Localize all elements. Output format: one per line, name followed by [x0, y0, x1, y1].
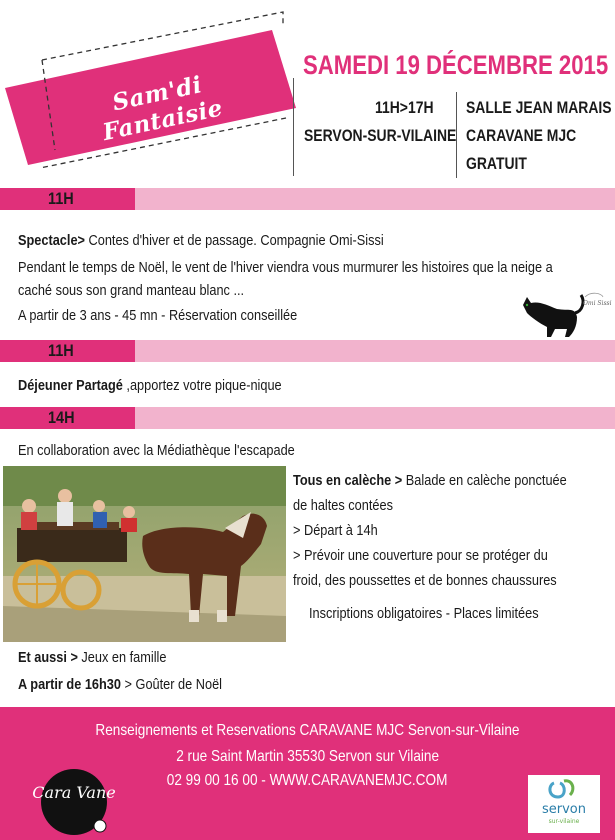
section-bar: [0, 407, 615, 429]
footer-info-text: Renseignements et Reservations CARAVANE MJC Servon-sur-Vilaine: [95, 722, 520, 739]
time-label: 14H: [48, 408, 75, 427]
event-venue: SALLE JEAN MARAIS: [466, 98, 612, 117]
advice-line-2: froid, des poussettes et de bonnes chaussures: [293, 572, 557, 589]
spectacle-desc-2: caché sous son grand manteau blanc ...: [18, 282, 245, 299]
event-organizer: CARAVANE MJC: [466, 126, 577, 145]
caleche-label: Tous en calèche >: [293, 472, 403, 489]
footer-info: [0, 722, 615, 740]
also-text: Jeux en famille: [77, 649, 167, 666]
departure-line: > Départ à 14h: [293, 522, 378, 539]
caleche-line: [293, 470, 567, 492]
event-city: SERVON-SUR-VILAINE: [304, 126, 457, 145]
collab-line: En collaboration avec la Médiathèque l'escapade: [18, 442, 295, 459]
snack-label: A partir de 16h30: [18, 676, 121, 693]
footer-contact-text: 02 99 00 16 00 - WWW.CARAVANEMJC.COM: [167, 772, 448, 789]
horse-carriage-icon: [3, 466, 286, 642]
caleche-line-2: de haltes contées: [293, 497, 393, 514]
page-title: Sam'di Fantaisie: [100, 71, 226, 147]
lunch-line: [18, 375, 282, 397]
header: [0, 0, 615, 185]
omi-sissi-logo-text: Omi Sissi: [583, 300, 612, 307]
time-label: 11H: [48, 189, 74, 208]
caleche-text: Balade en calèche ponctuée: [402, 472, 567, 489]
lunch-label: Déjeuner Partagé: [18, 377, 123, 394]
time-tag: [0, 407, 135, 429]
snack-text: > Goûter de Noël: [120, 676, 222, 693]
advice-line-1: > Prévoir une couverture pour se protéger du: [293, 547, 548, 564]
servon-logo-icon: [528, 775, 600, 833]
event-price: GRATUIT: [466, 154, 527, 173]
spectacle-line: [18, 230, 384, 252]
lunch-text: ,apportez votre pique-nique: [122, 377, 282, 394]
spectacle-desc-1: Pendant le temps de Noël, le vent de l'hiver viendra vous murmurer les histoires que la neige a: [18, 259, 553, 276]
also-label: Et aussi >: [18, 649, 78, 666]
also-line: [18, 647, 166, 669]
spectacle-label: Spectacle>: [18, 232, 85, 249]
title-banner: [0, 0, 300, 175]
divider: [293, 78, 294, 176]
time-label: 11H: [48, 341, 74, 360]
caravane-logo-text: Cara Vane: [32, 783, 116, 802]
section-bar: [0, 188, 615, 210]
time-tag: [0, 188, 135, 210]
servon-logo-text: servon: [541, 802, 587, 817]
cat-icon: [517, 283, 612, 339]
spectacle-text: Contes d'hiver et de passage. Compagnie Omi-Sissi: [84, 232, 384, 249]
registration-line: Inscriptions obligatoires - Places limitées: [309, 605, 539, 622]
servon-logo-subtext: sur-vilaine: [548, 818, 580, 825]
footer-address-text: 2 rue Saint Martin 35530 Servon sur Vilaine: [176, 748, 439, 765]
caleche-photo: [3, 466, 286, 642]
time-tag: [0, 340, 135, 362]
servon-logo: [528, 775, 600, 833]
footer-address: [0, 748, 615, 766]
event-date: SAMEDI 19 DÉCEMBRE 2015: [303, 50, 609, 80]
event-time: 11H>17H: [375, 98, 434, 117]
caravane-logo: [32, 768, 116, 836]
snack-line: [18, 674, 222, 696]
section-bar: [0, 340, 615, 362]
spectacle-info: A partir de 3 ans - 45 mn - Réservation conseillée: [18, 307, 298, 324]
